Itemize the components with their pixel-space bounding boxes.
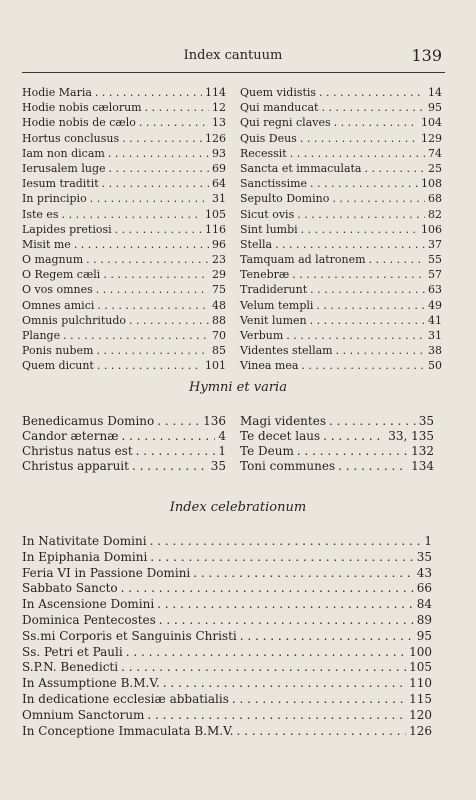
entry-title: In Epiphania Domini	[22, 549, 148, 564]
index-entry	[22, 581, 432, 597]
entry-page: 95	[428, 101, 442, 115]
entry-page: 110	[409, 676, 432, 691]
index-entry	[240, 298, 442, 313]
entry-title: Hortus conclusus	[22, 131, 120, 145]
entry-page: 23	[212, 253, 226, 267]
hymni-column-left	[22, 414, 226, 474]
index-entry	[240, 191, 442, 206]
index-entry	[240, 252, 442, 267]
dot-leader	[301, 358, 425, 373]
dot-leader	[129, 313, 209, 328]
entry-title: O vos omnes	[22, 283, 93, 297]
dot-leader	[364, 161, 425, 176]
index-entry	[240, 358, 442, 373]
index-entry	[22, 176, 226, 191]
dot-leader	[286, 328, 425, 343]
index-entry	[240, 85, 442, 100]
index-entry	[22, 660, 432, 676]
entry-title: O Regem cæli	[22, 268, 101, 282]
dot-leader	[139, 115, 209, 130]
index-entry	[22, 676, 432, 692]
dot-leader	[157, 597, 414, 613]
entry-page: 12	[212, 101, 226, 115]
dot-leader	[275, 237, 425, 252]
entry-page: 31	[428, 329, 442, 342]
index-entry	[22, 692, 432, 708]
index-entry	[240, 328, 442, 343]
dot-leader	[62, 207, 202, 222]
index-entry	[22, 115, 226, 130]
index-entry	[240, 313, 442, 328]
index-entry	[22, 459, 226, 474]
dot-leader	[145, 100, 209, 115]
entry-title: Recessit	[240, 146, 287, 160]
index-entry	[240, 176, 442, 191]
dot-leader	[310, 313, 425, 328]
entry-title: Ponis nubem	[22, 344, 94, 358]
dot-leader	[301, 222, 418, 237]
index-entry	[22, 566, 432, 582]
entry-title: In Ascensione Domini	[22, 597, 155, 612]
entry-title: Hodie nobis de cælo	[22, 116, 136, 130]
dot-leader	[240, 629, 414, 645]
entry-page: 132	[411, 444, 434, 458]
index-entry	[240, 237, 442, 252]
entry-title: Quem dicunt	[22, 359, 94, 373]
dot-leader	[236, 724, 406, 740]
index-entry	[22, 222, 226, 237]
entry-page: 49	[428, 298, 442, 312]
dot-leader	[121, 660, 406, 676]
dot-leader	[316, 298, 425, 313]
page-title: Index cantuum	[183, 48, 283, 63]
entry-page: 104	[421, 116, 442, 130]
entry-page: 25	[428, 161, 442, 175]
entry-title: Iste es	[22, 207, 59, 221]
index-entry	[240, 343, 442, 358]
entry-title: Te decet laus	[240, 429, 321, 443]
entry-page: 66	[416, 581, 432, 596]
dot-leader	[310, 176, 418, 191]
dot-leader	[297, 207, 425, 222]
index-entry	[22, 131, 226, 146]
index-entry	[22, 313, 226, 328]
index-entry	[240, 282, 442, 297]
index-entry	[22, 282, 226, 297]
entry-title: Ss.mi Corporis et Sanguinis Christi	[22, 628, 237, 643]
dot-leader	[90, 191, 209, 206]
page-number: 139	[411, 46, 442, 65]
cantus-column-right	[240, 85, 442, 374]
entry-page: 35	[416, 549, 432, 564]
dot-leader	[136, 444, 216, 459]
dot-leader	[97, 298, 209, 313]
entry-page: 35	[418, 414, 434, 428]
entry-title: Stella	[240, 237, 273, 251]
entry-page: 93	[212, 146, 226, 160]
index-entry	[22, 207, 226, 222]
entry-title: Lapides pretiosi	[22, 222, 112, 236]
index-entry	[240, 146, 442, 161]
entry-title: Qui manducat	[240, 101, 319, 115]
entry-page: 4	[218, 429, 226, 443]
dot-leader	[297, 444, 408, 459]
entry-title: Dominica Pentecostes	[22, 612, 156, 627]
entry-title: Toni communes	[240, 459, 336, 473]
dot-leader	[159, 613, 414, 629]
entry-title: Omnis pulchritudo	[22, 313, 127, 327]
hymni-column-right	[240, 414, 434, 474]
entry-title: In principio	[22, 192, 87, 206]
entry-page: 63	[428, 283, 442, 297]
dot-leader	[97, 358, 202, 373]
entry-page: 89	[416, 612, 432, 627]
entry-title: Feria VI in Passione Domini	[22, 565, 191, 580]
index-entry	[22, 252, 226, 267]
entry-page: 116	[205, 222, 226, 236]
entry-page: 108	[421, 177, 442, 191]
index-entry	[22, 146, 226, 161]
entry-page: 70	[212, 329, 226, 342]
dot-leader	[147, 708, 406, 724]
dot-leader	[122, 131, 202, 146]
header-rule	[22, 72, 445, 73]
index-entry	[22, 414, 226, 429]
dot-leader	[121, 581, 414, 597]
dot-leader	[86, 252, 209, 267]
index-entry	[240, 207, 442, 222]
entry-title: Ierusalem luge	[22, 161, 106, 175]
entry-title: Sepulto Domino	[240, 192, 330, 206]
entry-title: Tradiderunt	[240, 283, 308, 297]
index-entry	[22, 358, 226, 373]
celebrationes-list	[22, 534, 432, 739]
entry-title: Omnium Sanctorum	[22, 707, 145, 722]
entry-title: O magnum	[22, 253, 84, 267]
entry-page: 55	[428, 253, 442, 267]
entry-page: 75	[212, 283, 226, 297]
entry-page: 50	[428, 359, 442, 373]
dot-leader	[126, 645, 406, 661]
index-entry	[240, 459, 434, 474]
dot-leader	[103, 267, 209, 282]
entry-page: 74	[428, 146, 442, 160]
index-entry	[240, 222, 442, 237]
entry-title: Quis Deus	[240, 131, 297, 145]
dot-leader	[132, 459, 208, 474]
entry-title: Sabbato Sancto	[22, 581, 118, 596]
entry-page: 64	[212, 177, 226, 191]
entry-title: Quem vidistis	[240, 86, 317, 99]
entry-page: 1	[218, 444, 226, 458]
entry-page: 82	[428, 207, 442, 221]
entry-title: Tamquam ad latronem	[240, 253, 366, 267]
entry-title: Misit me	[22, 237, 71, 251]
entry-page: 14	[428, 86, 442, 99]
entry-title: Benedicamus Domino	[22, 414, 155, 428]
index-entry	[22, 328, 226, 343]
entry-page: 100	[409, 644, 432, 659]
dot-leader	[332, 191, 425, 206]
index-entry	[240, 444, 434, 459]
dot-leader	[150, 534, 422, 550]
entry-title: Omnes amici	[22, 298, 95, 312]
entry-page: 13	[212, 116, 226, 130]
index-entry	[22, 444, 226, 459]
entry-title: Sanctissime	[240, 177, 308, 191]
dot-leader	[108, 146, 209, 161]
index-entry	[22, 85, 226, 100]
entry-page: 43	[416, 565, 432, 580]
entry-title: Sicut ovis	[240, 207, 295, 221]
dot-leader	[319, 85, 425, 100]
index-entry	[22, 708, 432, 724]
dot-leader	[310, 282, 425, 297]
entry-title: Ss. Petri et Pauli	[22, 644, 123, 659]
entry-page: 115	[409, 691, 432, 706]
dot-leader	[329, 414, 416, 429]
index-entry	[22, 629, 432, 645]
entry-page: 105	[409, 660, 432, 675]
entry-page: 106	[421, 222, 442, 236]
entry-title: In dedicatione ecclesiæ abbatialis	[22, 691, 229, 706]
entry-page: 85	[212, 344, 226, 358]
index-entry	[22, 237, 226, 252]
entry-page: 38	[428, 344, 442, 358]
index-entry	[240, 414, 434, 429]
dot-leader	[323, 429, 385, 444]
entry-page: 1	[424, 534, 432, 548]
celebrationes-section-title: Index celebrationum	[169, 500, 307, 515]
entry-page: 134	[411, 459, 434, 473]
dot-leader	[300, 131, 418, 146]
entry-title: Hodie Maria	[22, 86, 92, 99]
entry-page: 126	[409, 723, 432, 738]
dot-leader	[74, 237, 209, 252]
entry-title: Verbum	[240, 329, 284, 342]
entry-page: 69	[212, 161, 226, 175]
entry-page: 88	[212, 313, 226, 327]
entry-title: Sint lumbi	[240, 222, 298, 236]
index-entry	[22, 298, 226, 313]
entry-title: S.P.N. Benedicti	[22, 660, 119, 675]
index-entry	[22, 267, 226, 282]
dot-leader	[369, 252, 425, 267]
index-entry	[22, 343, 226, 358]
index-entry	[22, 429, 226, 444]
entry-page: 129	[421, 131, 442, 145]
dot-leader	[102, 176, 209, 191]
entry-title: Plange	[22, 329, 61, 342]
index-entry	[22, 550, 432, 566]
entry-page: 29	[212, 268, 226, 282]
entry-title: Christus natus est	[22, 444, 133, 458]
entry-title: Vinea mea	[240, 359, 299, 373]
dot-leader	[150, 550, 413, 566]
entry-page: 101	[205, 359, 226, 373]
entry-page: 95	[416, 628, 432, 643]
entry-title: Iam non dicam	[22, 146, 105, 160]
entry-title: Hodie nobis cælorum	[22, 101, 142, 115]
dot-leader	[338, 459, 408, 474]
entry-title: Te Deum	[240, 444, 294, 458]
entry-page: 35	[210, 459, 226, 473]
entry-title: In Nativitate Domini	[22, 534, 147, 548]
dot-leader	[292, 267, 425, 282]
index-entry	[22, 613, 432, 629]
dot-leader	[334, 115, 418, 130]
index-entry	[22, 534, 432, 550]
index-entry	[22, 645, 432, 661]
entry-page: 33, 135	[388, 429, 434, 443]
index-entry	[22, 724, 432, 740]
entry-page: 31	[212, 192, 226, 206]
entry-page: 136	[203, 414, 226, 428]
entry-title: Qui regni claves	[240, 116, 331, 130]
entry-title: Videntes stellam	[240, 344, 333, 358]
dot-leader	[121, 429, 215, 444]
entry-title: Velum templi	[240, 298, 314, 312]
entry-title: In Conceptione Immaculata B.M.V.	[22, 723, 234, 738]
entry-page: 68	[428, 192, 442, 206]
dot-leader	[193, 566, 413, 582]
entry-page: 120	[409, 707, 432, 722]
dot-leader	[232, 692, 406, 708]
hymni-section-title: Hymni et varia	[189, 380, 287, 395]
entry-page: 105	[205, 207, 226, 221]
entry-title: Tenebræ	[240, 268, 290, 282]
dot-leader	[63, 328, 209, 343]
index-entry	[22, 191, 226, 206]
dot-leader	[336, 343, 425, 358]
index-entry	[22, 161, 226, 176]
dot-leader	[95, 85, 202, 100]
entry-page: 48	[212, 298, 226, 312]
dot-leader	[96, 343, 209, 358]
index-entry	[240, 100, 442, 115]
index-entry	[240, 429, 434, 444]
index-entry	[240, 267, 442, 282]
index-entry	[22, 100, 226, 115]
entry-title: Iesum traditit	[22, 177, 99, 191]
index-entry	[22, 597, 432, 613]
entry-page: 57	[428, 268, 442, 282]
entry-title: Candor æternæ	[22, 429, 119, 443]
dot-leader	[115, 222, 202, 237]
dot-leader	[109, 161, 209, 176]
entry-title: Christus apparuit	[22, 459, 129, 473]
dot-leader	[157, 414, 200, 429]
entry-title: Venit lumen	[240, 313, 307, 327]
dot-leader	[321, 100, 425, 115]
entry-page: 126	[205, 131, 226, 145]
entry-title: Sancta et immaculata	[240, 161, 362, 175]
cantus-column-left	[22, 85, 226, 374]
dot-leader	[163, 676, 406, 692]
index-entry	[240, 161, 442, 176]
entry-page: 114	[205, 86, 226, 99]
entry-page: 41	[428, 313, 442, 327]
entry-page: 37	[428, 237, 442, 251]
index-entry	[240, 131, 442, 146]
entry-page: 96	[212, 237, 226, 251]
dot-leader	[96, 282, 209, 297]
entry-page: 84	[416, 597, 432, 612]
entry-title: Magi videntes	[240, 414, 326, 428]
entry-title: In Assumptione B.M.V.	[22, 676, 160, 691]
index-entry	[240, 115, 442, 130]
dot-leader	[290, 146, 425, 161]
